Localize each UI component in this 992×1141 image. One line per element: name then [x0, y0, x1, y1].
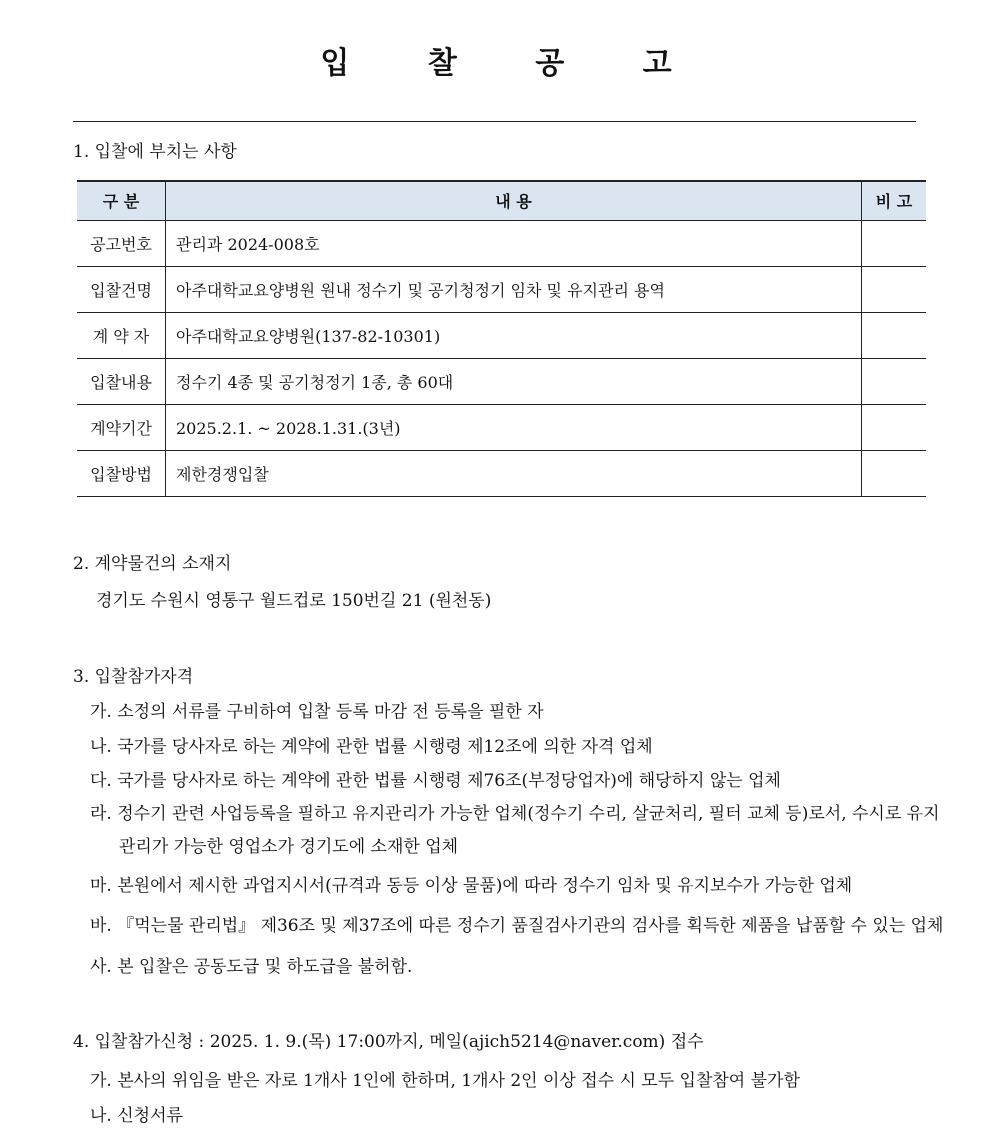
row-value: 제한경쟁입찰	[166, 450, 862, 496]
qualification-item: 가. 소정의 서류를 구비하여 입찰 등록 마감 전 등록을 필한 자	[90, 702, 544, 722]
row-value: 2025.2.1. ~ 2028.1.31.(3년)	[166, 404, 862, 450]
application-item: 가. 본사의 위임을 받은 자로 1개사 1인에 한하며, 1개사 2인 이상 접수 시 모두 입찰참여 불가함	[90, 1071, 800, 1091]
application-item: 나. 신청서류	[90, 1106, 183, 1126]
qualification-item: 사. 본 입찰은 공동도급 및 하도급을 불허함.	[90, 957, 413, 977]
row-label: 공고번호	[77, 220, 166, 266]
row-note	[862, 220, 927, 266]
row-value: 관리과 2024-008호	[166, 220, 862, 266]
row-note	[862, 358, 927, 404]
table-row	[77, 220, 926, 266]
row-note	[862, 404, 927, 450]
page-title: 입 찰 공 고	[320, 46, 706, 81]
title-divider	[73, 121, 916, 122]
table-row	[77, 358, 926, 404]
row-label: 계 약 자	[77, 312, 166, 358]
table-header-row	[77, 181, 926, 220]
qualification-item: 나. 국가를 당사자로 하는 계약에 관한 법률 시행령 제12조에 의한 자격 업체	[90, 737, 653, 757]
section3-heading: 3. 입찰참가자격	[73, 667, 194, 687]
section4-heading: 4. 입찰참가신청 : 2025. 1. 9.(목) 17:00까지, 메일(ajich5214@naver.com) 접수	[73, 1032, 704, 1052]
qualification-item: 다. 국가를 당사자로 하는 계약에 관한 법률 시행령 제76조(부정당업자)에 해당하지 않는 업체	[90, 771, 781, 791]
row-value: 아주대학교요양병원 원내 정수기 및 공기청정기 임차 및 유지관리 용역	[166, 266, 862, 312]
row-label: 입찰건명	[77, 266, 166, 312]
table-row	[77, 404, 926, 450]
qualification-item-continuation: 관리가 가능한 영업소가 경기도에 소재한 업체	[119, 837, 459, 857]
qualification-item: 라. 정수기 관련 사업등록을 필하고 유지관리가 가능한 업체(정수기 수리, 살균처리, 필터 교체 등)로서, 수시로 유지	[90, 804, 940, 824]
row-note	[862, 450, 927, 496]
row-label: 계약기간	[77, 404, 166, 450]
row-note	[862, 266, 927, 312]
section2-heading: 2. 계약물건의 소재지	[73, 554, 232, 574]
qualification-item: 마. 본원에서 제시한 과업지시서(규격과 동등 이상 물품)에 따라 정수기 임차 및 유지보수가 가능한 업체	[90, 876, 853, 896]
location-address: 경기도 수원시 영통구 월드컵로 150번길 21 (원천동)	[96, 591, 492, 611]
table-row	[77, 266, 926, 312]
row-note	[862, 312, 927, 358]
header-category: 구 분	[77, 181, 166, 220]
header-content: 내 용	[166, 181, 862, 220]
section1-heading: 1. 입찰에 부치는 사항	[73, 142, 237, 162]
row-value: 정수기 4종 및 공기청정기 1종, 총 60대	[166, 358, 862, 404]
table-row	[77, 312, 926, 358]
row-label: 입찰내용	[77, 358, 166, 404]
row-label: 입찰방법	[77, 450, 166, 496]
table-row	[77, 450, 926, 496]
header-remarks: 비 고	[862, 181, 927, 220]
qualification-item: 바. 『먹는물 관리법』 제36조 및 제37조에 따른 정수기 품질검사기관의 검사를 획득한 제품을 납품할 수 있는 업체	[90, 916, 944, 936]
bid-info-table	[77, 180, 926, 497]
row-value: 아주대학교요양병원(137-82-10301)	[166, 312, 862, 358]
